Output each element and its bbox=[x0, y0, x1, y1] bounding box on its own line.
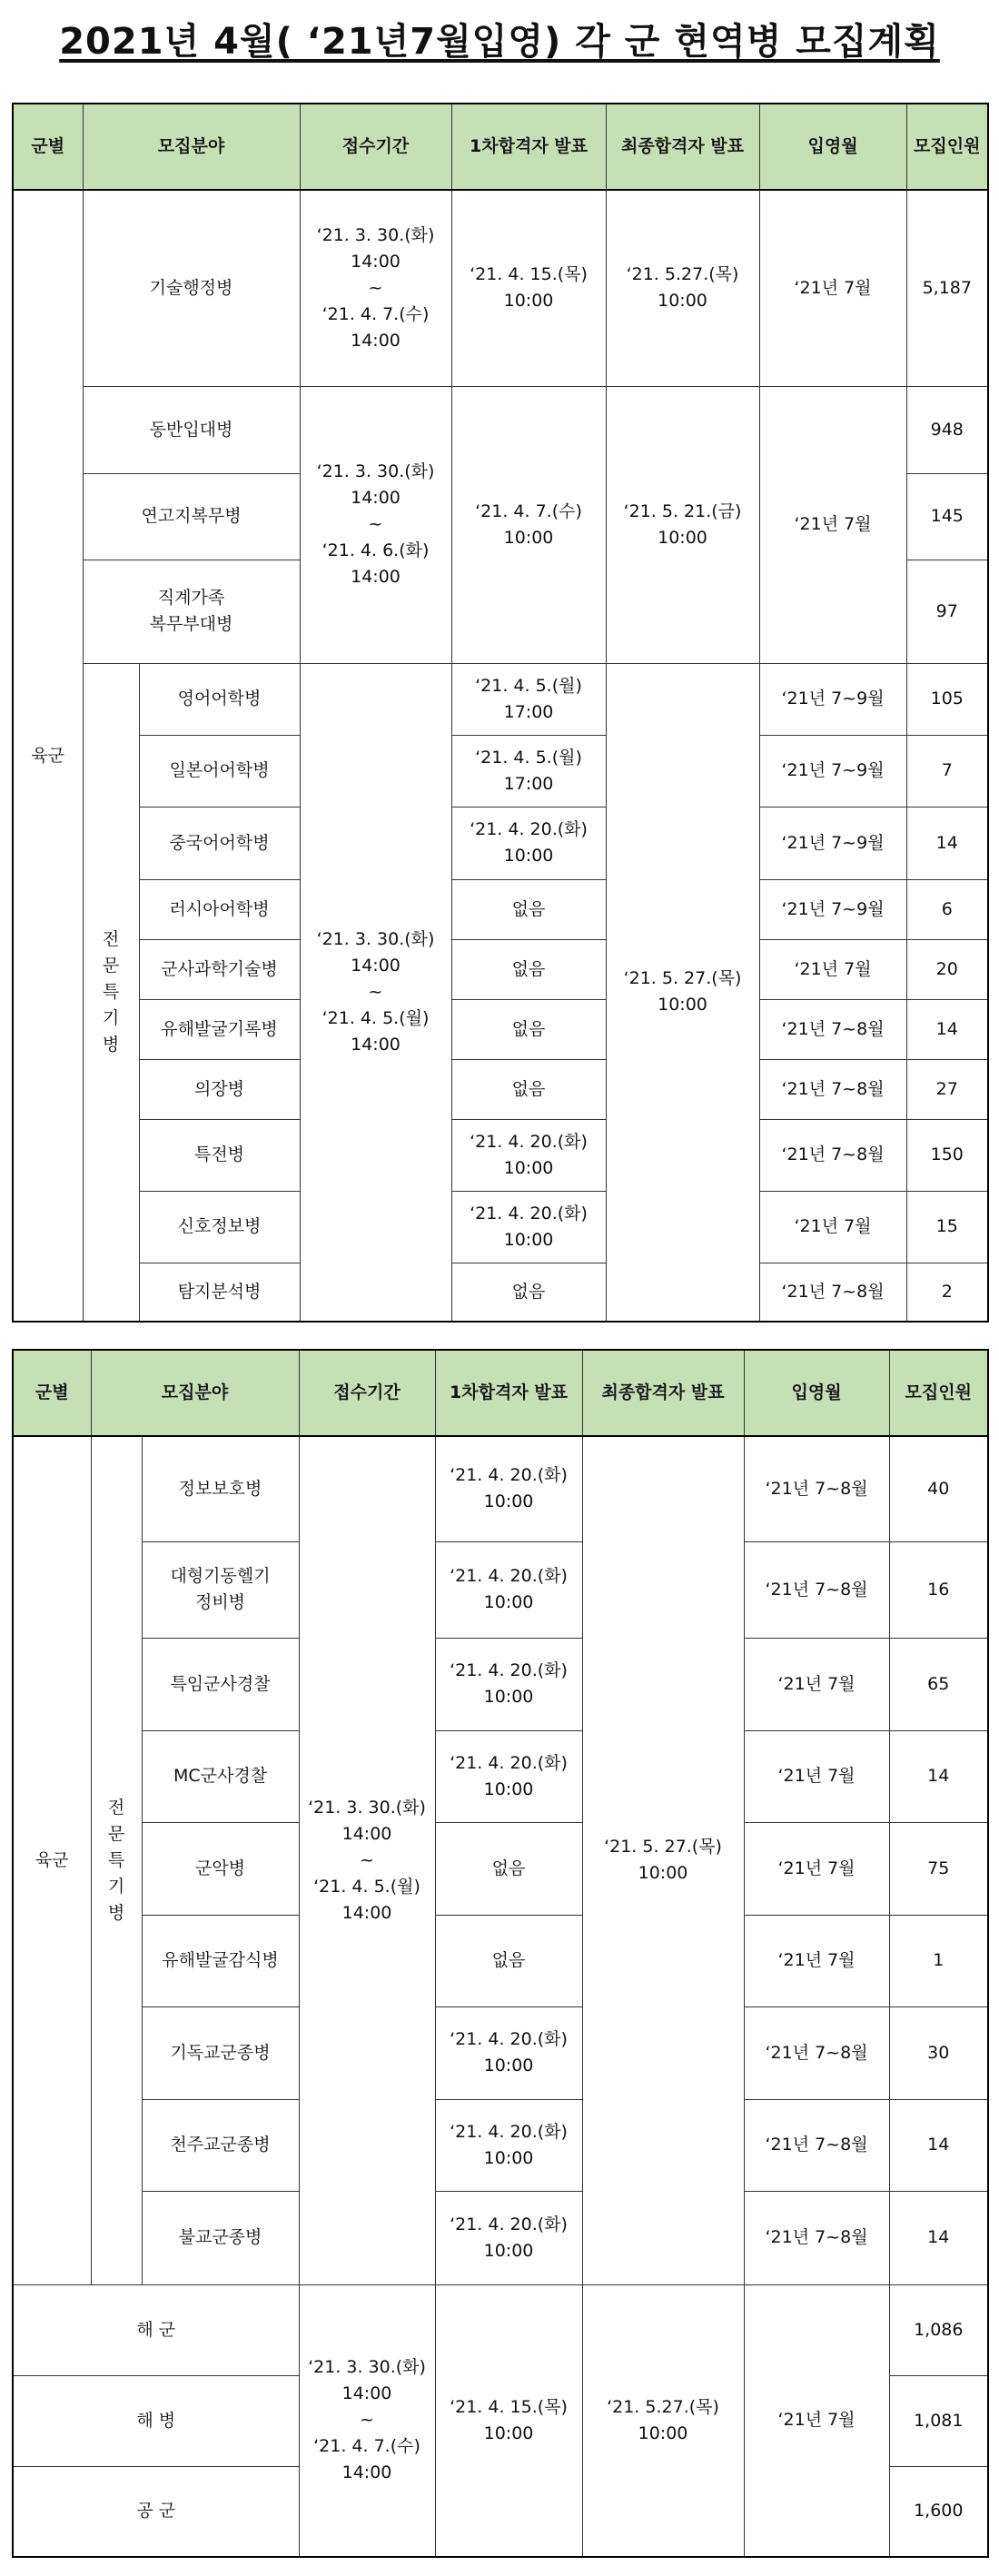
count-cell: 1,081 bbox=[889, 2375, 988, 2466]
month-cell: ‘21년 7~9월 bbox=[759, 663, 906, 735]
first-cell: ‘21. 4. 20.(화) 10:00 bbox=[435, 2191, 582, 2284]
first-cell: ‘21. 4. 20.(화) 10:00 bbox=[435, 1730, 582, 1822]
month-cell: ‘21년 7~9월 bbox=[759, 807, 906, 879]
count-cell: 105 bbox=[906, 663, 988, 735]
count-cell: 65 bbox=[889, 1638, 988, 1730]
count-cell: 14 bbox=[889, 2191, 988, 2284]
month-cell: ‘21년 7~8월 bbox=[744, 2191, 889, 2284]
period-cell: ‘21. 3. 30.(화) 14:00 ~ ‘21. 4. 6.(화) 14:00 bbox=[300, 386, 451, 663]
month-cell: ‘21년 7월 bbox=[744, 1822, 889, 1915]
header-field: 모집분야 bbox=[83, 104, 300, 190]
first-cell: ‘21. 4. 15.(목) 10:00 bbox=[435, 2284, 582, 2557]
table-row bbox=[13, 1915, 988, 2006]
header-branch: 군별 bbox=[13, 1350, 91, 1436]
header-field: 모집분야 bbox=[91, 1350, 299, 1436]
field-cell: 연고지복무병 bbox=[83, 473, 300, 560]
final-cell: ‘21. 5. 27.(목) 10:00 bbox=[582, 1436, 744, 2284]
month-cell: ‘21년 7월 bbox=[744, 1730, 889, 1822]
count-cell: 16 bbox=[889, 1541, 988, 1638]
first-cell: 없음 bbox=[451, 1059, 606, 1119]
field-cell: 불교군종병 bbox=[142, 2191, 299, 2284]
final-cell: ‘21. 5.27.(목) 10:00 bbox=[582, 2284, 744, 2557]
first-cell: ‘21. 4. 20.(화) 10:00 bbox=[435, 2006, 582, 2099]
header-count: 모집인원 bbox=[889, 1350, 988, 1436]
table-row bbox=[13, 807, 988, 879]
first-cell: ‘21. 4. 20.(화) 10:00 bbox=[435, 1541, 582, 1638]
field-cell: MC군사경찰 bbox=[142, 1730, 299, 1822]
field-cell: 군악병 bbox=[142, 1822, 299, 1915]
table-row bbox=[13, 1059, 988, 1119]
header-branch: 군별 bbox=[13, 104, 83, 190]
table-row bbox=[13, 2099, 988, 2191]
header-month: 입영월 bbox=[759, 104, 906, 190]
table-row bbox=[13, 1436, 988, 1541]
first-cell: ‘21. 4. 7.(수) 10:00 bbox=[451, 386, 606, 663]
header-row bbox=[13, 104, 988, 190]
month-cell: ‘21년 7월 bbox=[744, 1915, 889, 2006]
table-row bbox=[13, 190, 988, 386]
first-cell: 없음 bbox=[451, 999, 606, 1059]
month-cell: ‘21년 7~9월 bbox=[759, 735, 906, 807]
field-cell: 신호정보병 bbox=[139, 1191, 300, 1263]
field-cell: 기술행정병 bbox=[83, 190, 300, 386]
table-row bbox=[13, 879, 988, 939]
month-cell: ‘21년 7~8월 bbox=[759, 999, 906, 1059]
field-cell: 직계가족 복무부대병 bbox=[83, 560, 300, 663]
first-cell: 없음 bbox=[435, 1915, 582, 2006]
month-cell: ‘21년 7~8월 bbox=[744, 2099, 889, 2191]
month-cell: ‘21년 7월 bbox=[759, 386, 906, 663]
count-cell: 75 bbox=[889, 1822, 988, 1915]
header-period: 접수기간 bbox=[300, 104, 451, 190]
header-first: 1차합격자 발표 bbox=[435, 1350, 582, 1436]
month-cell: ‘21년 7~8월 bbox=[759, 1263, 906, 1322]
first-cell: 없음 bbox=[451, 939, 606, 999]
branch-name-cell: 공 군 bbox=[13, 2466, 299, 2557]
table-row bbox=[13, 2191, 988, 2284]
count-cell: 14 bbox=[906, 807, 988, 879]
table-row bbox=[13, 2006, 988, 2099]
header-final: 최종합격자 발표 bbox=[606, 104, 759, 190]
first-cell: ‘21. 4. 5.(월) 17:00 bbox=[451, 663, 606, 735]
count-cell: 1,086 bbox=[889, 2284, 988, 2375]
month-cell: ‘21년 7월 bbox=[759, 190, 906, 386]
month-cell: ‘21년 7~8월 bbox=[744, 2006, 889, 2099]
header-month: 입영월 bbox=[744, 1350, 889, 1436]
field-cell: 탐지분석병 bbox=[139, 1263, 300, 1322]
table-row bbox=[13, 1119, 988, 1191]
first-cell: ‘21. 4. 5.(월) 17:00 bbox=[451, 735, 606, 807]
field-cell: 유해발굴기록병 bbox=[139, 999, 300, 1059]
first-cell: ‘21. 4. 15.(목) 10:00 bbox=[451, 190, 606, 386]
period-cell: ‘21. 3. 30.(화) 14:00 ~ ‘21. 4. 7.(수) 14:00 bbox=[299, 2284, 435, 2557]
table-row bbox=[13, 1822, 988, 1915]
branch-cell: 육군 bbox=[13, 190, 83, 1322]
field-cell: 영어어학병 bbox=[139, 663, 300, 735]
branch-cell: 육군 bbox=[13, 1436, 91, 2284]
page-title: 2021년 4월( ‘21년7월입영) 각 군 현역병 모집계획 bbox=[59, 21, 940, 63]
field-cell: 특전병 bbox=[139, 1119, 300, 1191]
count-cell: 14 bbox=[889, 2099, 988, 2191]
table-row bbox=[13, 663, 988, 735]
field-cell: 동반입대병 bbox=[83, 386, 300, 473]
month-cell: ‘21년 7~8월 bbox=[744, 1436, 889, 1541]
table-row bbox=[13, 1263, 988, 1322]
count-cell: 20 bbox=[906, 939, 988, 999]
field-cell: 정보보호병 bbox=[142, 1436, 299, 1541]
count-cell: 6 bbox=[906, 879, 988, 939]
branch-name-cell: 해 병 bbox=[13, 2375, 299, 2466]
count-cell: 30 bbox=[889, 2006, 988, 2099]
count-cell: 1,600 bbox=[889, 2466, 988, 2557]
field-cell: 일본어어학병 bbox=[139, 735, 300, 807]
header-row bbox=[13, 1350, 988, 1436]
final-cell: ‘21. 5. 27.(목) 10:00 bbox=[606, 663, 759, 1322]
period-cell: ‘21. 3. 30.(화) 14:00 ~ ‘21. 4. 5.(월) 14:00 bbox=[300, 663, 451, 1322]
table-row bbox=[13, 1638, 988, 1730]
first-cell: ‘21. 4. 20.(화) 10:00 bbox=[451, 1191, 606, 1263]
table-row bbox=[13, 386, 988, 473]
count-cell: 948 bbox=[906, 386, 988, 473]
count-cell: 15 bbox=[906, 1191, 988, 1263]
table-row bbox=[13, 1541, 988, 1638]
count-cell: 150 bbox=[906, 1119, 988, 1191]
month-cell: ‘21년 7~8월 bbox=[744, 1541, 889, 1638]
field-cell: 특임군사경찰 bbox=[142, 1638, 299, 1730]
table-row bbox=[13, 2284, 988, 2375]
first-cell: ‘21. 4. 20.(화) 10:00 bbox=[435, 2099, 582, 2191]
first-cell: ‘21. 4. 20.(화) 10:00 bbox=[451, 807, 606, 879]
table-row bbox=[13, 939, 988, 999]
field-cell: 러시아어학병 bbox=[139, 879, 300, 939]
count-cell: 14 bbox=[906, 999, 988, 1059]
field-cell: 유해발굴감식병 bbox=[142, 1915, 299, 2006]
month-cell: ‘21년 7~9월 bbox=[759, 879, 906, 939]
month-cell: ‘21년 7월 bbox=[759, 1191, 906, 1263]
special-group-label: 전 문 특 기 병 bbox=[83, 663, 139, 1322]
branch-name-cell: 해 군 bbox=[13, 2284, 299, 2375]
count-cell: 145 bbox=[906, 473, 988, 560]
first-cell: ‘21. 4. 20.(화) 10:00 bbox=[451, 1119, 606, 1191]
first-cell: 없음 bbox=[451, 879, 606, 939]
header-count: 모집인원 bbox=[906, 104, 988, 190]
header-period: 접수기간 bbox=[299, 1350, 435, 1436]
count-cell: 27 bbox=[906, 1059, 988, 1119]
first-cell: 없음 bbox=[451, 1263, 606, 1322]
month-cell: ‘21년 7월 bbox=[759, 939, 906, 999]
field-cell: 의장병 bbox=[139, 1059, 300, 1119]
final-cell: ‘21. 5.27.(목) 10:00 bbox=[606, 190, 759, 386]
first-cell: ‘21. 4. 20.(화) 10:00 bbox=[435, 1638, 582, 1730]
field-cell: 천주교군종병 bbox=[142, 2099, 299, 2191]
table-row bbox=[13, 735, 988, 807]
recruitment-table-2 bbox=[12, 1349, 989, 2558]
month-cell: ‘21년 7월 bbox=[744, 1638, 889, 1730]
count-cell: 2 bbox=[906, 1263, 988, 1322]
first-cell: 없음 bbox=[435, 1822, 582, 1915]
recruitment-table-1 bbox=[12, 103, 989, 1323]
first-cell: ‘21. 4. 20.(화) 10:00 bbox=[435, 1436, 582, 1541]
count-cell: 14 bbox=[889, 1730, 988, 1822]
count-cell: 7 bbox=[906, 735, 988, 807]
month-cell: ‘21년 7~8월 bbox=[759, 1059, 906, 1119]
table-row bbox=[13, 1730, 988, 1822]
field-cell: 대형기동헬기 정비병 bbox=[142, 1541, 299, 1638]
count-cell: 5,187 bbox=[906, 190, 988, 386]
field-cell: 중국어어학병 bbox=[139, 807, 300, 879]
field-cell: 기독교군종병 bbox=[142, 2006, 299, 2099]
count-cell: 40 bbox=[889, 1436, 988, 1541]
header-first: 1차합격자 발표 bbox=[451, 104, 606, 190]
month-cell: ‘21년 7월 bbox=[744, 2284, 889, 2557]
period-cell: ‘21. 3. 30.(화) 14:00 ~ ‘21. 4. 5.(월) 14:00 bbox=[299, 1436, 435, 2284]
count-cell: 97 bbox=[906, 560, 988, 663]
field-cell: 군사과학기술병 bbox=[139, 939, 300, 999]
special-group-label: 전 문 특 기 병 bbox=[91, 1436, 142, 2284]
header-final: 최종합격자 발표 bbox=[582, 1350, 744, 1436]
count-cell: 1 bbox=[889, 1915, 988, 2006]
month-cell: ‘21년 7~8월 bbox=[759, 1119, 906, 1191]
table-row bbox=[13, 1191, 988, 1263]
table-row bbox=[13, 999, 988, 1059]
period-cell: ‘21. 3. 30.(화) 14:00 ~ ‘21. 4. 7.(수) 14:00 bbox=[300, 190, 451, 386]
final-cell: ‘21. 5. 21.(금) 10:00 bbox=[606, 386, 759, 663]
